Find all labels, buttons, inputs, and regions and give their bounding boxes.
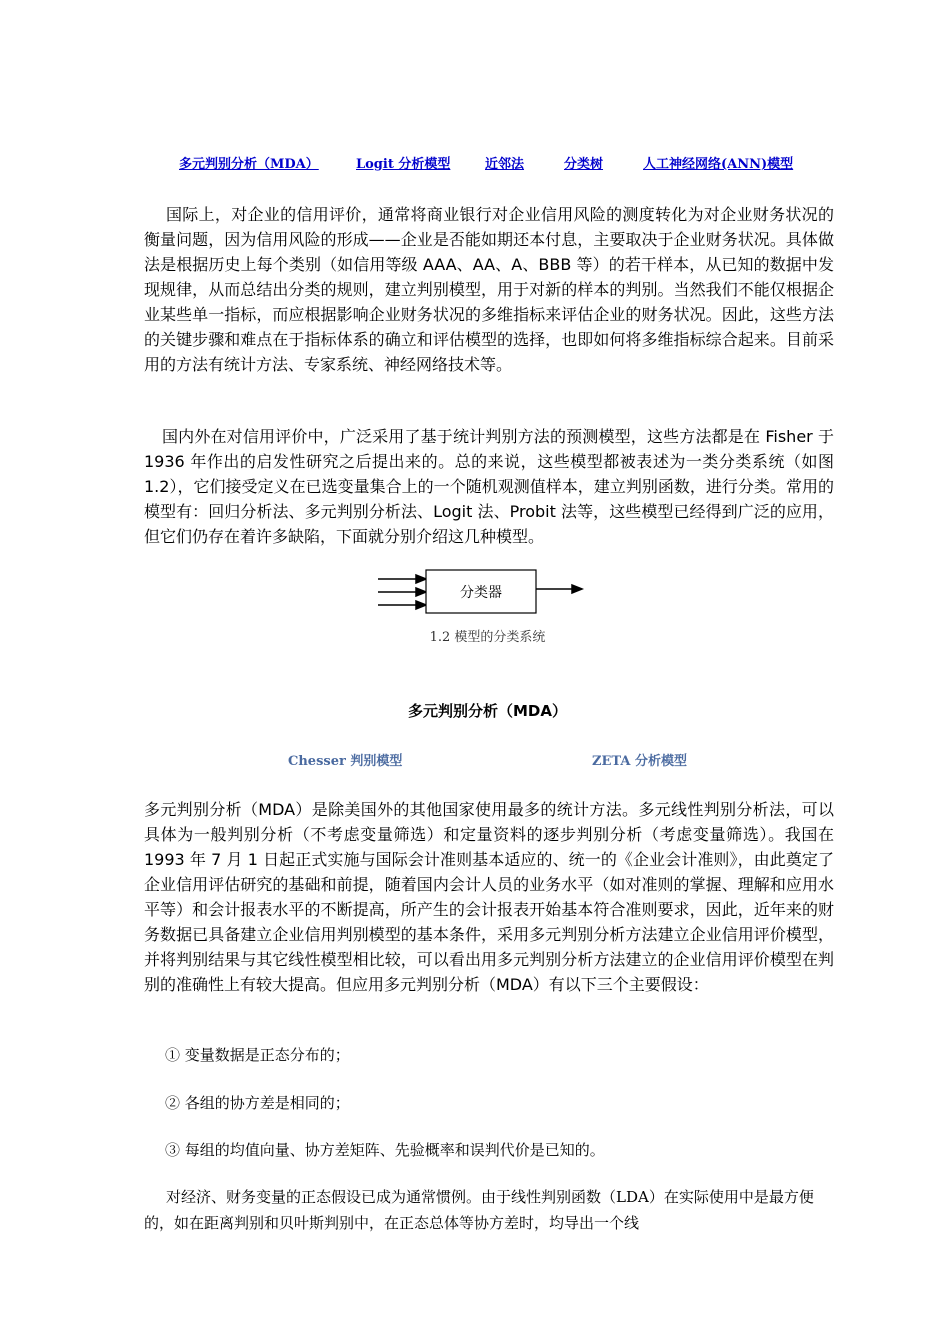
figure-caption: 1.2 模型的分类系统 <box>429 630 546 645</box>
sublink-zeta[interactable]: ZETA 分析模型 <box>592 754 687 769</box>
nav-link-logit[interactable]: Logit 分析模型 <box>356 157 451 172</box>
model-nav <box>0 153 950 173</box>
classifier-label: 分类器 <box>460 585 502 601</box>
output-arrow <box>536 585 582 593</box>
nav-link-tree[interactable]: 分类树 <box>564 157 604 172</box>
paragraph-normality: 对经济、财务变量的正态假设已成为通常惯例。由于线性判别函数（LDA）在实际使用中是最方便的，如在距离判别和贝叶斯判别中，在正态总体等协方差时，均导出一个线 <box>144 1188 814 1232</box>
assumption-item: ① 变量数据是正态分布的； <box>165 1046 350 1064</box>
assumption-item: ② 各组的协方差是相同的； <box>165 1094 350 1112</box>
input-arrows <box>378 575 426 609</box>
paragraph-intro: 国际上，对企业的信用评价，通常将商业银行对企业信用风险的测度转化为对企业财务状况的衡量问题，因为信用风险的形成——企业是否能如期还本付息，主要取决于企业财务状况。具体做法是根据历史上每个类别（如信用等级 AAA、AA、A、BBB 等）的若干样本，从已知的数据中发现规律，从而总结出分类的规则，建立判别模型，用于对新的样本的判别。当然我们不能仅根据企业某些单一指标，而应根据影响企业财务状况的多维指标来评估企业的财务状况。因此，这些方法的关键步骤和难点在于指标体系的确立和评估模型的选择，也即如何将多维指标综合起来。目前采用的方法有统计方法、专家系统、神经网络技术等。 <box>144 205 834 374</box>
nav-link-ann[interactable]: 人工神经网络(ANN)模型 <box>643 157 794 172</box>
classifier-diagram <box>378 568 588 616</box>
paragraph-mda: 多元判别分析（MDA）是除美国外的其他国家使用最多的统计方法。多元线性判别分析法，可以具体为一般判别分析（不考虑变量筛选）和定量资料的逐步判别分析（考虑变量筛选）。我国在 1993 年 7 月 1 日起正式实施与国际会计准则基本适应的、统一的《企业会计准则》，由此奠定了企业信用评估研究的基础和前提，随着国内会计人员的业务水平（如对准则的掌握、理解和应用水平等）和会计报表水平的不断提高，所产生的会计报表开始基本符合准则要求，因此，近年来的财务数据已具备建立企业信用判别模型的基本条件，采用多元判别分析方法建立企业信用评价模型，并将判别结果与其它线性模型相比较，可以看出用多元判别分析方法建立的企业信用评价模型在判别的准确性上有较大提高。但应用多元判别分析（MDA）有以下三个主要假设： <box>144 800 834 994</box>
paragraph-statistical-models: 国内外在对信用评价中，广泛采用了基于统计判别方法的预测模型，这些方法都是在 Fisher 于 1936 年作出的启发性研究之后提出来的。总的来说，这些模型都被表述为一类分类系统（如图 1.2），它们接受定义在已选变量集合上的一个随机观测值样本，建立判别函数，进行分类。常用的模型有：回归分析法、多元判别分析法、Logit 法、Probit 法等，这些模型已经得到广泛的应用，但它们仍存在着许多缺陷，下面就分别介绍这几种模型。 <box>144 427 834 546</box>
sublink-chesser[interactable]: Chesser 判别模型 <box>288 754 403 769</box>
nav-link-mda[interactable]: 多元判别分析（MDA） <box>179 157 319 172</box>
section-title: 多元判别分析（MDA） <box>408 702 567 720</box>
assumption-item: ③ 每组的均值向量、协方差矩阵、先验概率和误判代价是已知的。 <box>165 1141 605 1159</box>
nav-link-knn[interactable]: 近邻法 <box>485 157 525 172</box>
